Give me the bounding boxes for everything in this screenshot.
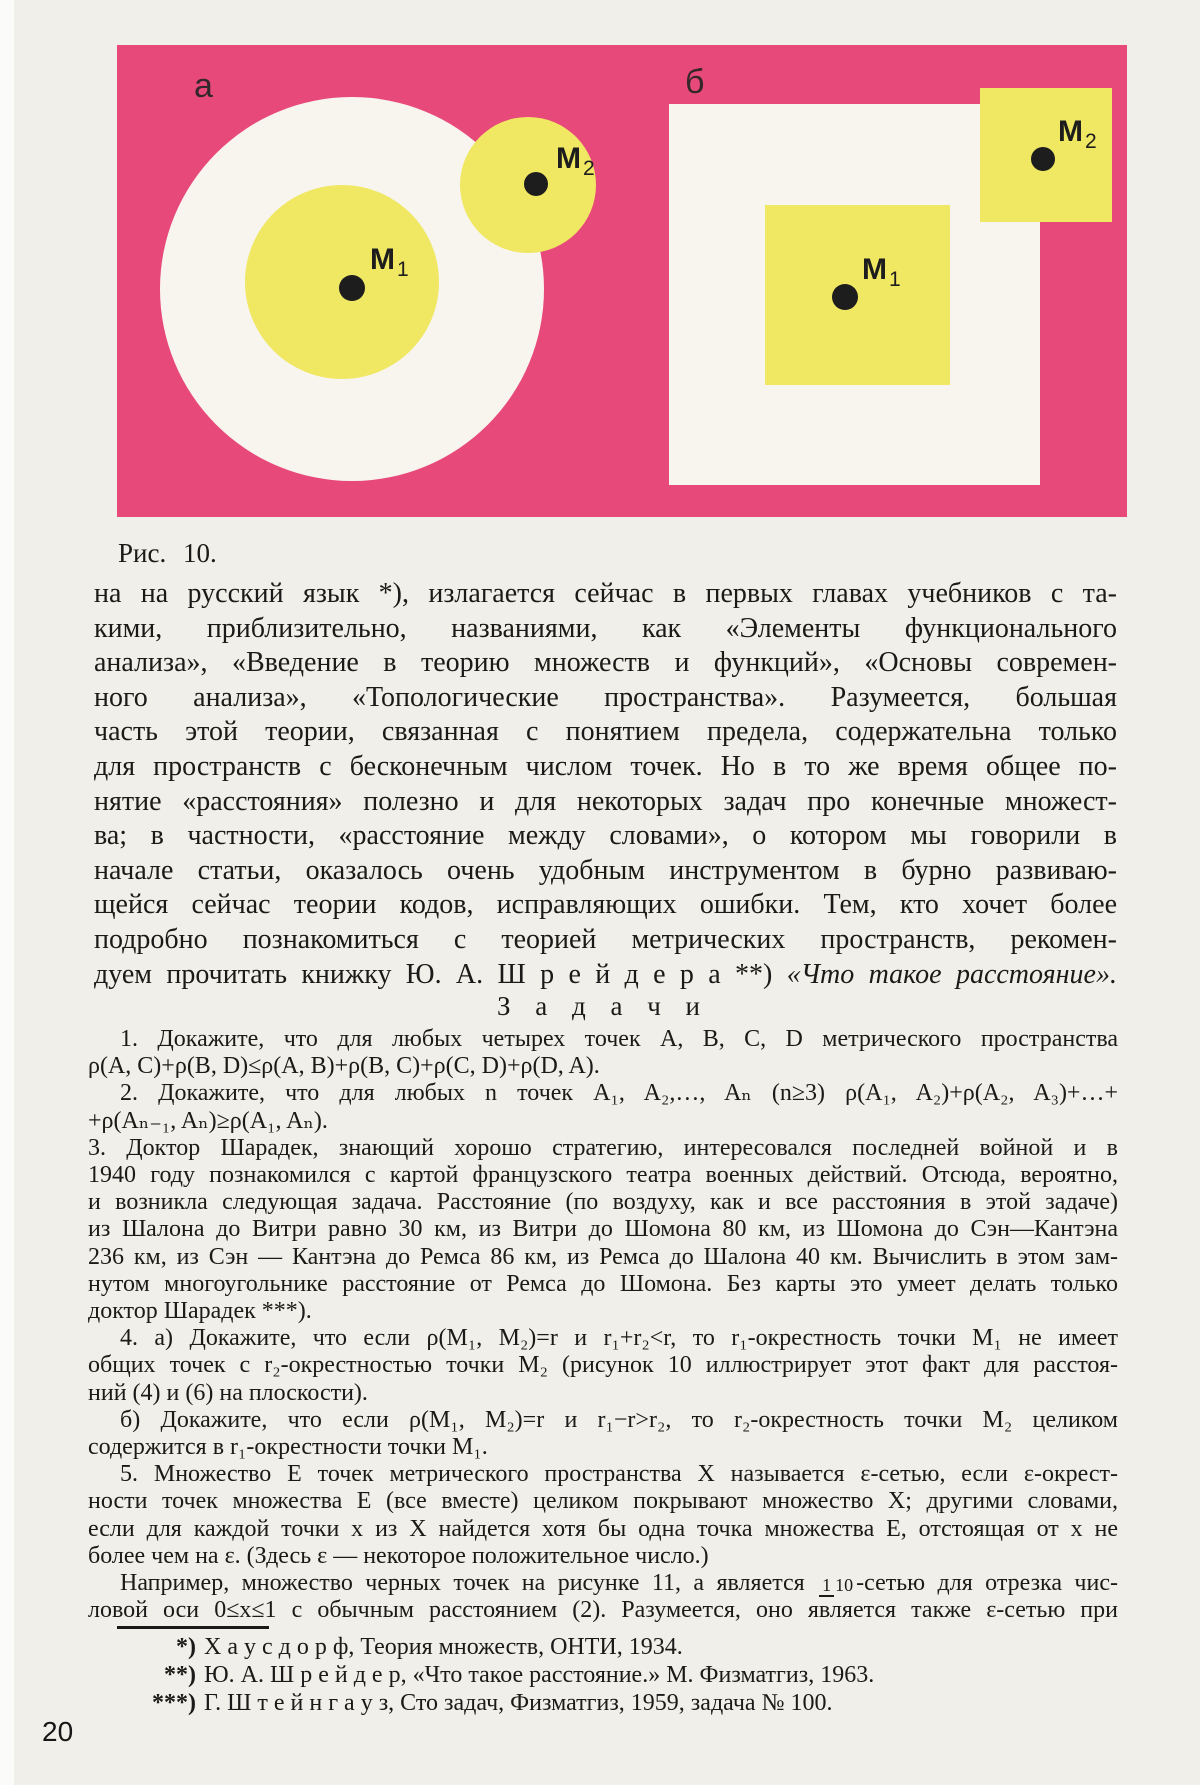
panel-a-label: а: [194, 67, 213, 105]
paragraph-last-line-regular: дуем прочитать книжку Ю. А. Ш р е й д е р а **): [94, 958, 787, 990]
problem-line: и возникла следующая задача. Расстояние (по воздуху, как и все расстояния в этой задаче): [88, 1189, 1118, 1216]
problem-line: б) Докажите, что если ρ(M₁, M₂)=r и r₁−r>r₂, то r₂-окрестность точки M₂ целиком: [120, 1406, 1118, 1433]
paragraph-line: нятие «расстояния» полезно и для некоторых задач про конечные множест-: [94, 785, 1117, 817]
paragraph-line: анализа», «Введение в теорию множеств и функций», «Основы современ-: [94, 647, 1117, 679]
main-paragraph: [94, 577, 1117, 992]
m2-label-square-panel: $М_2$: [1058, 115, 1097, 153]
one-tenth-fraction: [819, 1575, 854, 1595]
paragraph-line: кими, приблизительно, названиями, как «Элементы функционального: [94, 612, 1117, 644]
paragraph-line: ва; в частности, «расстояние между словами», о котором мы говорили в: [94, 820, 1117, 852]
paragraph-last-line: [94, 958, 1117, 993]
problem-line: более чем на ε. (Здесь ε — некоторое положительное число.): [88, 1542, 709, 1569]
problems-heading: З а д а ч и: [496, 991, 709, 1021]
page-number: 20: [42, 1716, 74, 1747]
m1-label-circle-panel: $М_1$: [370, 243, 409, 281]
example-before: Например, множество черных точек на рисунке 11, а является: [120, 1570, 818, 1597]
figure-caption: Рис. 10.: [118, 538, 217, 568]
problem-line: если для каждой точки x из X найдется хотя бы одна точка множества E, отстоящая от x не: [88, 1515, 1118, 1542]
figure-10: [117, 45, 1127, 517]
paragraph-line: часть этой теории, связанная с понятием предела, содержательна только: [94, 716, 1117, 748]
paragraph-line: на на русский язык *), излагается сейчас в первых главах учебников с та-: [94, 578, 1117, 609]
problem-line: 1. Докажите, что для любых четырех точек A, B, C, D метрического пространства: [120, 1026, 1118, 1052]
footnote: **) Ю. А. Ш р е й д е р, «Что такое расстояние.» М. Физматгиз, 1963.: [164, 1661, 875, 1688]
footnote-divider: [117, 1626, 269, 1629]
problem-line: 1940 году познакомился с картой французского театра военных действий. Отсюда, вероятно,: [88, 1162, 1118, 1189]
problem-line: содержится в r₁-окрестности точки M₁.: [88, 1434, 488, 1461]
m2-point-square-panel: [1031, 147, 1055, 171]
footnotes: [117, 1634, 1117, 1717]
example-second-line: ловой оси 0≤x≤1 с обычным расстоянием (2). Разумеется, оно является также ε-сетью при: [88, 1597, 1118, 1624]
example-line-with-fraction: [88, 1570, 1118, 1597]
problem-line: 4. а) Докажите, что если ρ(M₁, M₂)=r и r₁+r₂<r, то r₁-окрестность точки M₁ не имеет: [120, 1325, 1118, 1352]
problem-line: +ρ(Aₙ₋₁, Aₙ)≥ρ(A₁, Aₙ).: [88, 1107, 328, 1134]
problem-line: доктор Шарадек ***).: [88, 1298, 312, 1325]
paragraph-line: подробно познакомиться с теорией метрических пространств, рекомен-: [94, 923, 1117, 955]
paragraph-line: ного анализа», «Топологические пространства». Разумеется, большая: [94, 681, 1117, 713]
paragraph-line: щейся сейчас теории кодов, исправляющих ошибки. Тем, кто хочет более: [94, 889, 1117, 921]
problem-line: 3. Доктор Шарадек, знающий хорошо стратегию, интересовался последней войной и в: [88, 1134, 1118, 1161]
m1-point-square-panel: [832, 284, 858, 310]
footnote: *) Х а у с д о р ф, Теория множеств, ОНТИ, 1934.: [176, 1634, 683, 1660]
paragraph-line: для пространств с бесконечным числом точек. Но в то же время общее по-: [94, 750, 1117, 782]
problems-section: [88, 1026, 1118, 1624]
m1-point-circle-panel: [339, 275, 365, 301]
problem-line: 236 км, из Сэн — Кантэна до Ремса 86 км, из Ремса до Шалона 40 км. Вычислить в этом зам-: [88, 1243, 1118, 1270]
m1-label-square-panel: $М_1$: [862, 253, 901, 291]
problem-line: 5. Множество E точек метрического пространства X называется ε-сетью, если ε-окрест-: [120, 1461, 1118, 1488]
m2-point-circle-panel: [524, 172, 548, 196]
problem-line: 2. Докажите, что для любых n точек A₁, A₂,…, Aₙ (n≥3) ρ(A₁, A₂)+ρ(A₂, A₃)+…+: [120, 1080, 1119, 1107]
book-title-italic: «Что такое расстояние».: [786, 958, 1117, 990]
m2-label-circle-panel: $М_2$: [556, 142, 595, 180]
problem-line: общих точек с r₂-окрестностью точки M₂ (рисунок 10 иллюстрирует этот факт для расстоя-: [88, 1352, 1118, 1379]
problem-line: из Шалона до Витри равно 30 км, из Витри до Шомона 80 км, из Шомона до Сэн—Кантэна: [88, 1216, 1118, 1243]
fraction-denominator: 10: [835, 1574, 854, 1595]
paragraph-line: начале статьи, оказалось очень удобным инструментом в бурно развиваю-: [94, 854, 1117, 886]
problem-line: ности точек множества E (все вместе) целиком покрывают множество X; другими словами,: [88, 1488, 1118, 1515]
fraction-numerator: 1: [819, 1575, 834, 1597]
example-after: -сетью для отрезка чис-: [856, 1570, 1118, 1597]
footnote: ***) Г. Ш т е й н г а у з, Сто задач, Физматгиз, 1959, задача № 100.: [152, 1689, 833, 1716]
problem-line: ρ(A, C)+ρ(B, D)≤ρ(A, B)+ρ(B, C)+ρ(C, D)+ρ(D, A).: [88, 1053, 600, 1080]
problem-line: ний (4) и (6) на плоскости).: [88, 1379, 368, 1406]
panel-b-label: б: [685, 63, 705, 101]
problem-line: нутом многоугольнике расстояние от Ремса до Шомона. Без карты это умеет делать только: [88, 1270, 1118, 1297]
